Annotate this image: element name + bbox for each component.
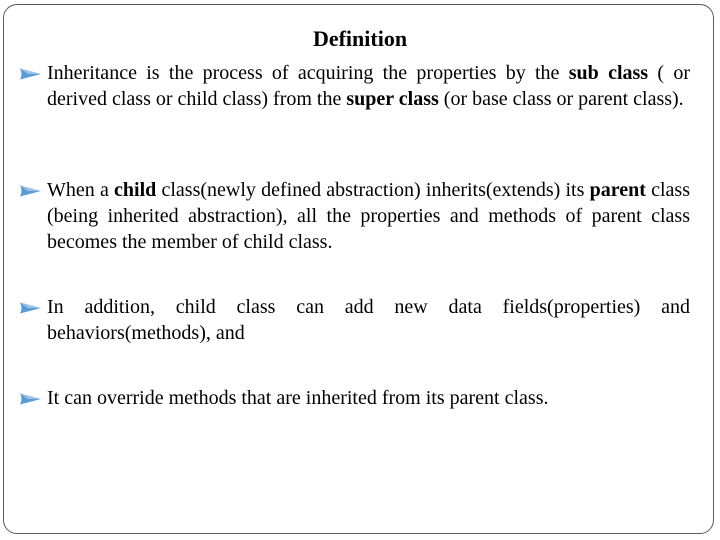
text-run: When a bbox=[47, 179, 115, 201]
text-run: ( or derived class or child class) from the bbox=[47, 62, 690, 110]
bullet-text bbox=[47, 387, 548, 409]
bullet-text bbox=[47, 62, 690, 110]
bold-term: super class bbox=[346, 88, 439, 110]
bullet-text bbox=[47, 296, 690, 344]
bullet-arrow-icon bbox=[17, 392, 43, 406]
text-run: Inheritance is the process of acquiring the properties by the bbox=[47, 62, 569, 84]
bullet-item-3 bbox=[47, 294, 690, 346]
text-run: It can override methods that are inherited from its parent class. bbox=[47, 387, 549, 409]
text-run: class(newly defined abstraction) inherits(extends) its bbox=[156, 179, 590, 201]
bullet-arrow-icon bbox=[17, 301, 43, 315]
text-run: In addition, child class can add new data fields(properties) and behaviors(methods), and bbox=[47, 296, 690, 344]
bullet-item-2 bbox=[47, 177, 690, 255]
bold-term: sub class bbox=[568, 62, 649, 84]
bullet-item-4 bbox=[47, 385, 690, 411]
text-run: (or base class or parent class). bbox=[438, 88, 684, 110]
bullet-arrow-icon bbox=[17, 184, 43, 198]
slide-title: Definition bbox=[312, 26, 408, 51]
bold-term: child bbox=[114, 179, 157, 201]
bullet-arrow-icon bbox=[17, 67, 43, 81]
bold-term: parent bbox=[589, 179, 646, 201]
bullet-text bbox=[47, 179, 690, 253]
text-run: class (being inherited abstraction), all the properties and methods of parent class becomes the member of child class. bbox=[47, 179, 691, 253]
bullet-item-1 bbox=[47, 60, 690, 112]
